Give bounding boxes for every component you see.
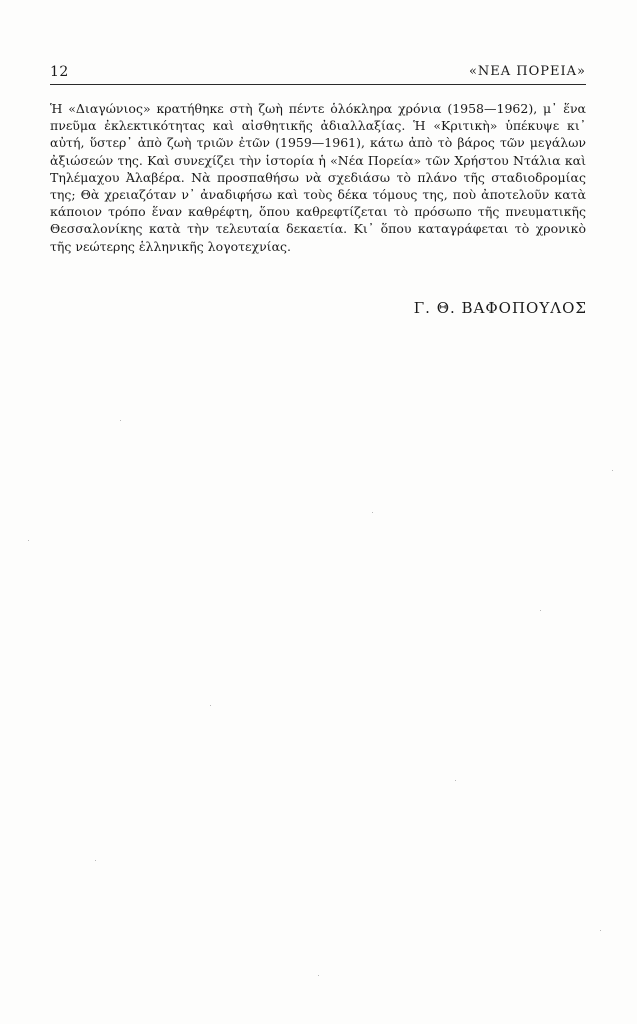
body-paragraph: Ἡ «Διαγώνιος» κρατήθηκε στὴ ζωὴ πέντε ὁλόκληρα χρόνια (1958—1962), μ᾿ ἕνα πνεῦμα ἐκλεκτικότητας καὶ αἰσθητικῆς ἀδιαλλαξίας. Ἡ «Κριτικὴ» ὑπέκυψε κι᾿ αὐτή, ὕστερ᾿ ἀπὸ ζωὴ τριῶν ἐτῶν (1959—1961), κάτω ἀπὸ τὸ βάρος τῶν μεγάλων ἀξιώσεών της. Καὶ συνεχίζει τὴν ἱστορία ἡ «Νέα Πορεία» τῶν Χρήστου Ντάλια καὶ Τηλέμαχου Ἀλαβέρα. Νὰ προσπαθήσω νὰ σχεδιάσω τὸ πλάνο τῆς σταδιοδρομίας της; Θὰ χρειαζόταν ν᾿ ἀναδιφήσω καὶ τοὺς δέκα τόμους της, ποὺ ἀποτελοῦν κατὰ κάποιον τρόπο ἕναν καθρέφτη, ὅπου καθρεφτίζεται τὸ πρόσωπο τῆς πνευματικῆς Θεσσαλονίκης κατὰ τὴν τελευταία δεκαετία. Κι᾿ ὅπου καταγράφεται τὸ χρονικὸ τῆς νεώτερης ἑλληνικῆς λογοτεχνίας.: [50, 101, 586, 254]
page-number: 12: [50, 64, 69, 80]
page-header: [50, 64, 586, 85]
author-signature: Γ. Θ. ΒΑΦΟΠΟΥΛΟΣ: [413, 299, 587, 317]
running-head: «ΝΕΑ ΠΟΡΕΙΑ»: [468, 64, 586, 79]
